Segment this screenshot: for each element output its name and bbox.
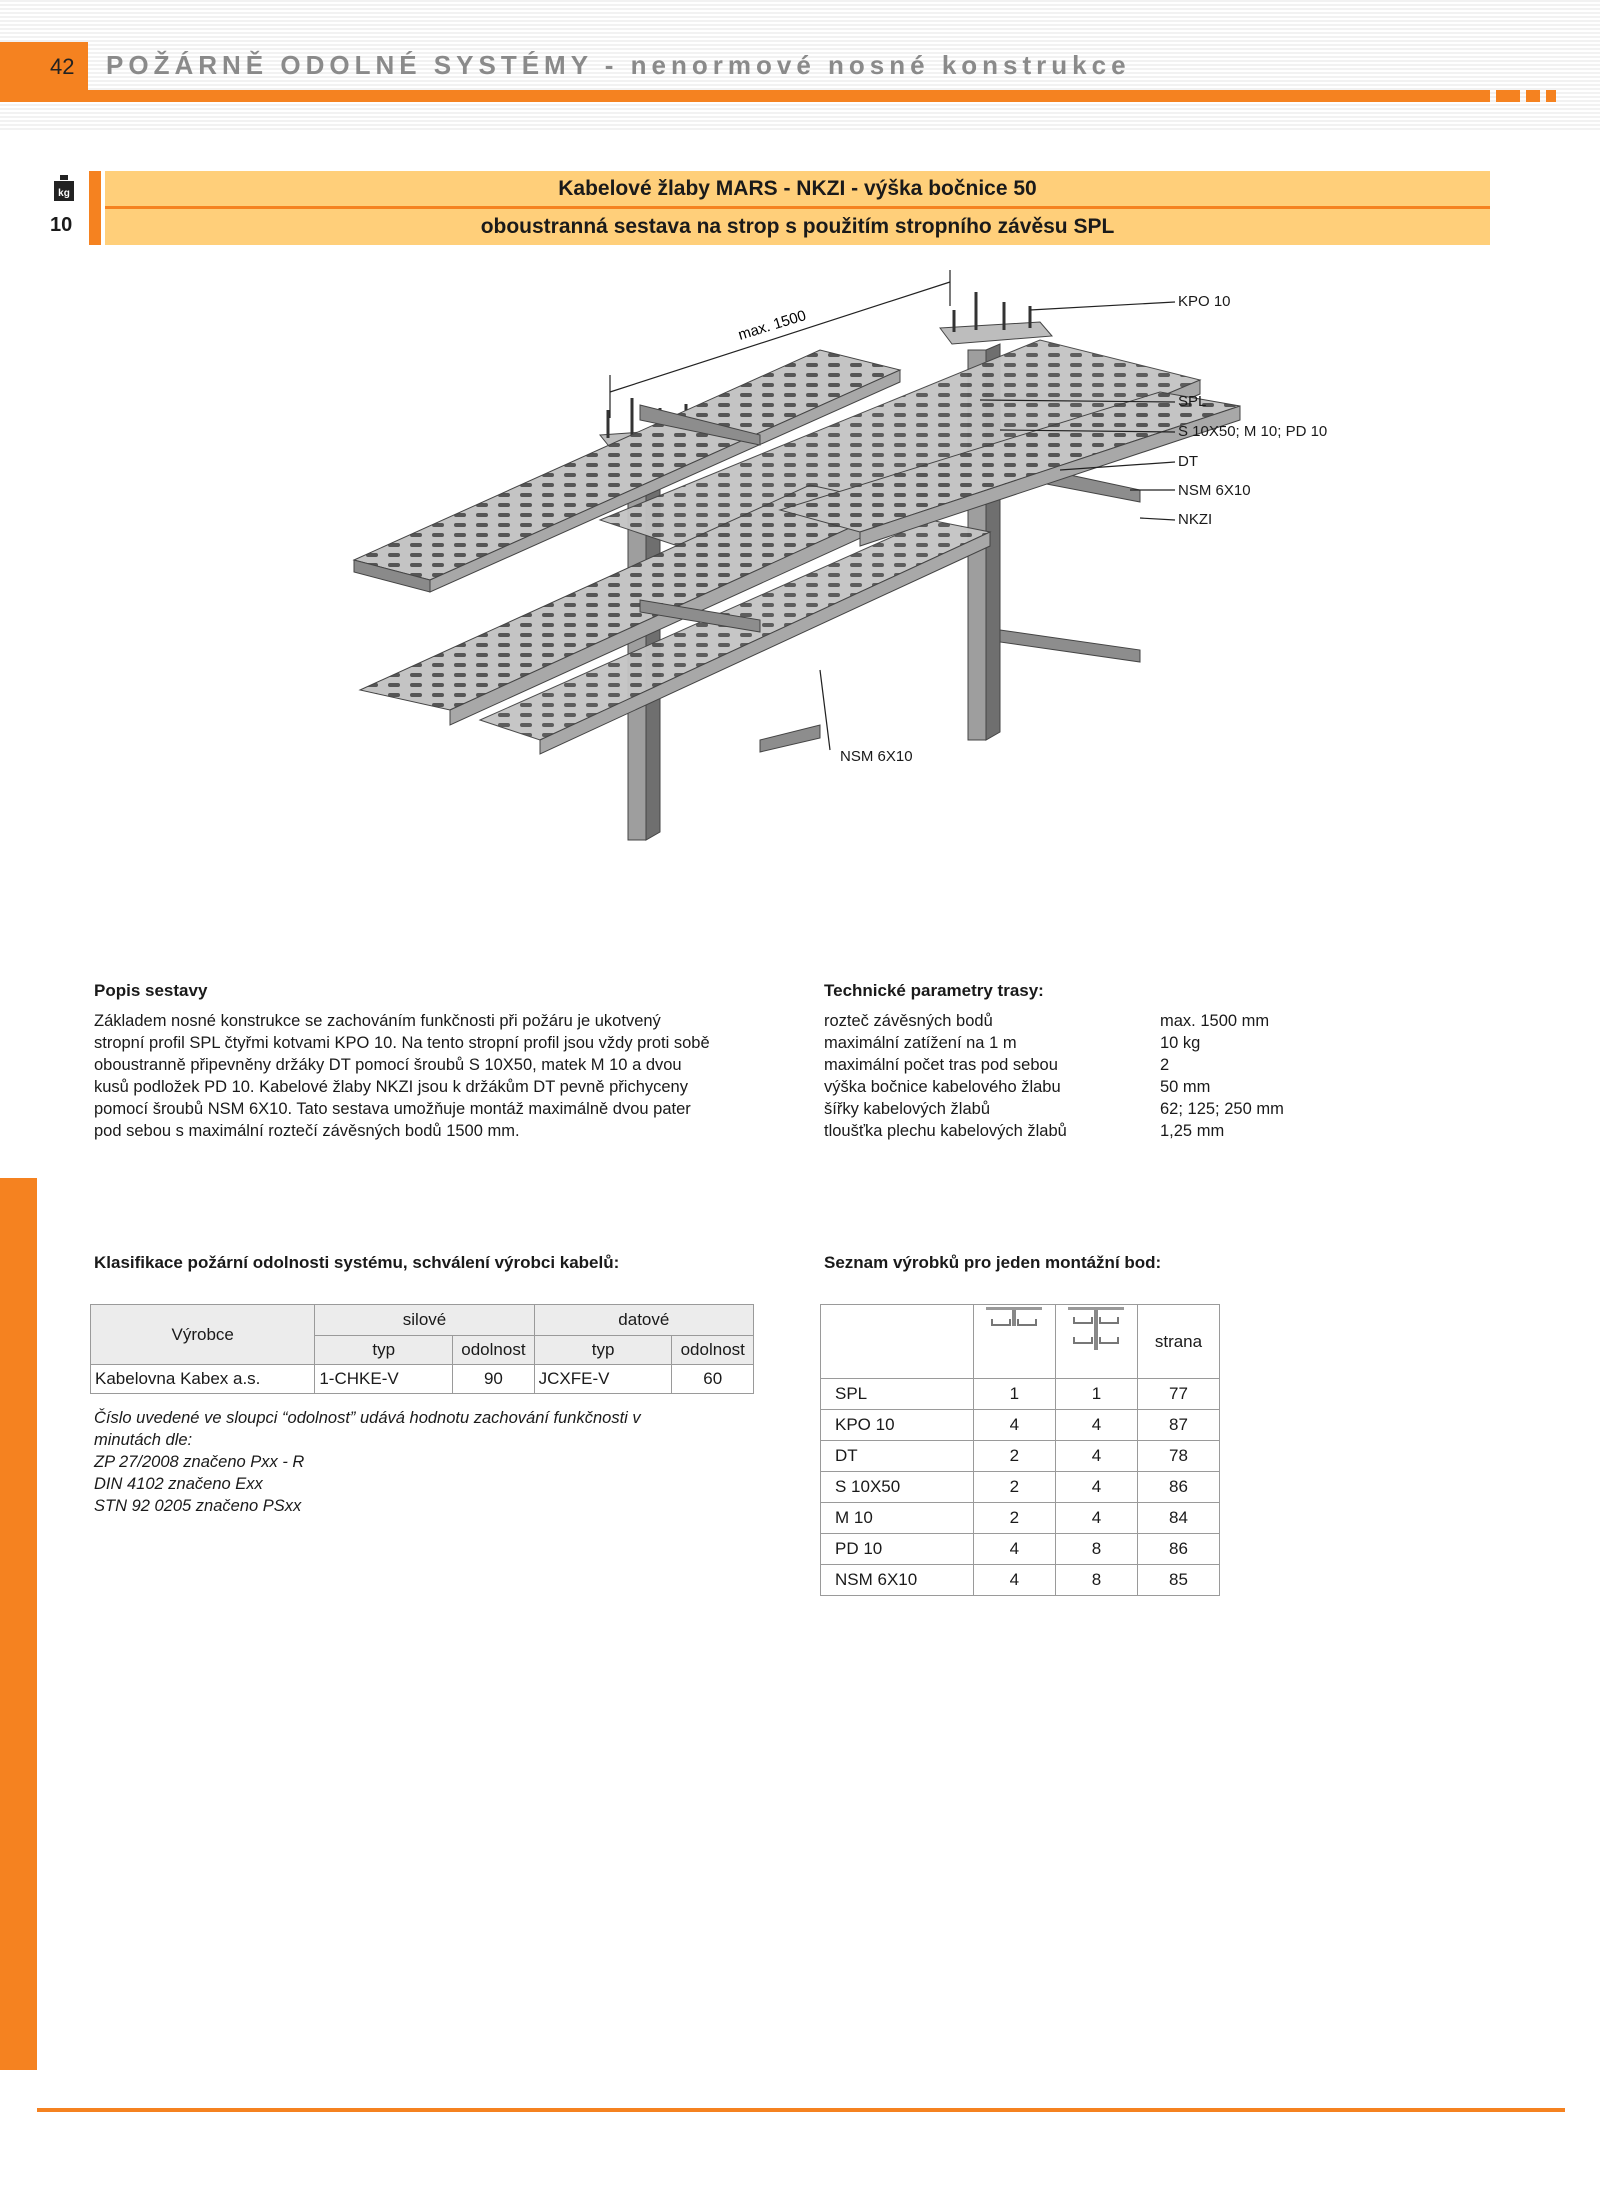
- param-name: šířky kabelových žlabů: [824, 1100, 990, 1118]
- dimension-label: max. 1500: [736, 307, 809, 344]
- weight-icon-label: kg: [58, 188, 70, 199]
- power-type-cell: 1-CHKE-V: [315, 1365, 453, 1394]
- drawing-label: NSM 6X10: [1178, 482, 1251, 499]
- table-row: SPL 1 1 77: [821, 1379, 1220, 1410]
- table-row: M 10 2 4 84: [821, 1503, 1220, 1534]
- double-tray-icon: [1066, 1305, 1126, 1355]
- col-resistance: odolnost: [672, 1336, 754, 1365]
- description-line: kusů podložek PD 10. Kabelové žlaby NKZI jsou k držákům DT pevně přichyceny: [94, 1078, 688, 1096]
- classification-table: [90, 1304, 754, 1394]
- col-type: typ: [534, 1336, 672, 1365]
- products-heading: Seznam výrobků pro jeden montážní bod:: [824, 1253, 1162, 1272]
- col-producer: Výrobce: [91, 1305, 315, 1365]
- drawing-label: NSM 6X10: [840, 748, 913, 765]
- note-line: Číslo uvedené ve sloupci “odolnost” udává hodnotu zachování funkčnosti v: [94, 1409, 641, 1427]
- param-name: maximální zatížení na 1 m: [824, 1034, 1017, 1052]
- double-tray-icon-cell: [1055, 1305, 1137, 1379]
- drawing-label: NKZI: [1178, 511, 1213, 528]
- products-table: [820, 1304, 1220, 1596]
- classification-notes: [94, 1407, 754, 1517]
- param-value: 50 mm: [1160, 1078, 1211, 1096]
- col-power: silové: [315, 1305, 534, 1336]
- param-row: [824, 1120, 1284, 1142]
- classification-heading: Klasifikace požární odolnosti systému, schválení výrobci kabelů:: [94, 1253, 620, 1272]
- tech-params-table: [824, 1010, 1284, 1142]
- section-accent-bar: [89, 171, 101, 245]
- description-line: pod sebou s maximální roztečí závěsných bodů 1500 mm.: [94, 1122, 520, 1140]
- table-row: S 10X50 2 4 86: [821, 1472, 1220, 1503]
- param-value: max. 1500 mm: [1160, 1012, 1270, 1030]
- side-accent-bar: [0, 1178, 37, 2070]
- drawing-label: S 10X50; M 10; PD 10: [1178, 423, 1328, 440]
- assembly-drawing: [340, 270, 1320, 860]
- param-name: tloušťka plechu kabelových žlabů: [824, 1122, 1067, 1140]
- description-text: [94, 1010, 754, 1142]
- description-line: pomocí šroubů NSM 6X10. Tato sestava umožňuje montáž maximálně dvou pater: [94, 1100, 691, 1118]
- note-line: minutách dle:: [94, 1431, 193, 1449]
- col-resistance: odolnost: [453, 1336, 534, 1365]
- header-block: [1526, 90, 1540, 102]
- tech-params-heading: Technické parametry trasy:: [824, 981, 1044, 1000]
- param-value: 10 kg: [1160, 1034, 1201, 1052]
- drawing-label: KPO 10: [1178, 293, 1231, 310]
- table-row: DT 2 4 78: [821, 1441, 1220, 1472]
- header-block: [1546, 90, 1556, 102]
- producer-cell: Kabelovna Kabex a.s.: [91, 1365, 315, 1394]
- param-value: 2: [1160, 1056, 1170, 1074]
- section-subtitle: oboustranná sestava na strop s použitím stropního závěsu SPL: [105, 209, 1490, 245]
- param-row: [824, 1098, 1284, 1120]
- data-res-cell: 60: [672, 1365, 754, 1394]
- section-title: Kabelové žlaby MARS - NKZI - výška bočnice 50: [105, 171, 1490, 209]
- note-line: ZP 27/2008 značeno Pxx - R: [94, 1453, 305, 1471]
- description-heading: Popis sestavy: [94, 981, 208, 1000]
- col-page: strana: [1137, 1305, 1219, 1379]
- description-line: Základem nosné konstrukce se zachováním funkčnosti při požáru je ukotvený: [94, 1012, 661, 1030]
- note-line: STN 92 0205 značeno PSxx: [94, 1497, 302, 1515]
- data-type-cell: JCXFE-V: [534, 1365, 672, 1394]
- header-rule: [0, 90, 1490, 102]
- param-name: rozteč závěsných bodů: [824, 1012, 993, 1030]
- description-line: oboustranně připevněny držáky DT pomocí šroubů S 10X50, matek M 10 a dvou: [94, 1056, 682, 1074]
- header-title: POŽÁRNĚ ODOLNÉ SYSTÉMY - nenormové nosné konstrukce: [106, 50, 1131, 80]
- page-number: 42: [50, 54, 75, 79]
- param-value: 62; 125; 250 mm: [1160, 1100, 1284, 1118]
- section-number: 10: [50, 214, 73, 236]
- drawing-label: SPL: [1178, 393, 1207, 410]
- param-value: 1,25 mm: [1160, 1122, 1225, 1140]
- power-res-cell: 90: [453, 1365, 534, 1394]
- col-type: typ: [315, 1336, 453, 1365]
- param-row: [824, 1010, 1284, 1032]
- header-block: [1496, 90, 1520, 102]
- note-line: DIN 4102 značeno Exx: [94, 1475, 263, 1493]
- table-row: PD 10 4 8 86: [821, 1534, 1220, 1565]
- description-line: stropní profil SPL čtyřmi kotvami KPO 10. Na tento stropní profil jsou vždy proti sobě: [94, 1034, 710, 1052]
- param-row: [824, 1032, 1284, 1054]
- weight-icon: [54, 175, 74, 201]
- table-row: NSM 6X10 4 8 85: [821, 1565, 1220, 1596]
- table-row: KPO 10 4 4 87: [821, 1410, 1220, 1441]
- param-name: výška bočnice kabelového žlabu: [824, 1078, 1061, 1096]
- param-row: [824, 1076, 1284, 1098]
- single-tray-icon-cell: [973, 1305, 1055, 1379]
- drawing-label: DT: [1178, 453, 1198, 470]
- single-tray-icon: [984, 1305, 1044, 1339]
- col-data: datové: [534, 1305, 753, 1336]
- param-name: maximální počet tras pod sebou: [824, 1056, 1058, 1074]
- table-row: [91, 1365, 754, 1394]
- footer-rule: [37, 2108, 1565, 2112]
- param-row: [824, 1054, 1284, 1076]
